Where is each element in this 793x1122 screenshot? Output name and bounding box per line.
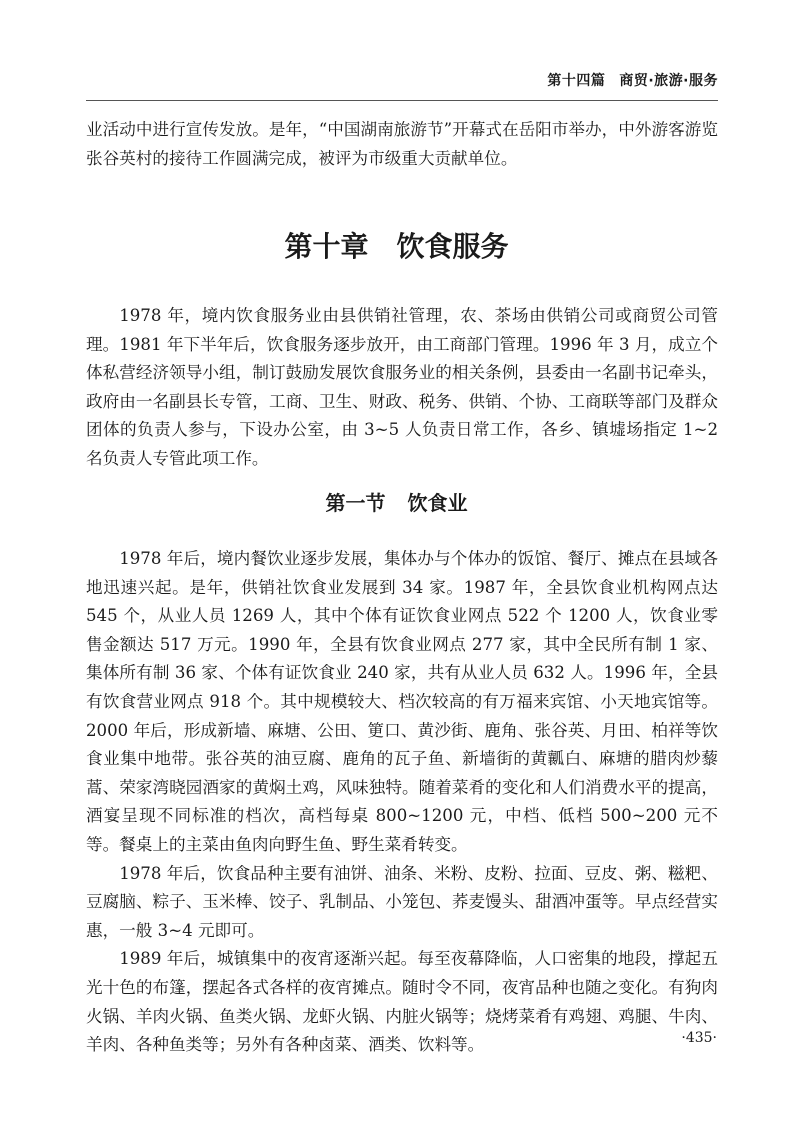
paragraph: 1978 年后，饮食品种主要有油饼、油条、米粉、皮粉、拉面、豆皮、粥、糍粑、豆腐脑、粽子、玉米棒、饺子、乳制品、小笼包、荞麦馒头、甜酒冲蛋等。早点经营实惠，一般 3~4 元即可。	[86, 863, 718, 940]
chapter-number: 第十章	[284, 230, 369, 263]
chapter-title	[0, 225, 793, 265]
chapter-name: 饮食服务	[396, 230, 509, 263]
chapter-paragraph: 1978 年，境内饮食服务业由县供销社管理，农、茶场由供销公司或商贸公司管理。1981 年下半年后，饮食服务逐步放开，由工商部门管理。1996 年 3 月，成立个体私营经济领导小组，制订鼓励发展饮食服务业的相关条例，县委由一名副书记牵头，政府由一名副县长专管，工商、卫生、财政、税务、供销、个协、工商联等部门及群众团体的负责人参与，下设办公室，由 3~5 人负责日常工作，各乡、镇墟场指定 1~2 名负责人专管此项工作。	[86, 306, 718, 468]
section-body	[86, 545, 718, 1060]
paragraph: 1978 年后，境内餐饮业逐步发展，集体办与个体办的饭馆、餐厅、摊点在县域各地迅速兴起。是年，供销社饮食业发展到 34 家。1987 年，全县饮食业机构网点达 545 个，从业人员 1269 人，其中个体有证饮食业网点 522 个 1200 人，饮食业零售金额达 517 万元。1990 年，全县有饮食业网点 277 家，其中全民所有制 1 家、集体所有制 36 家、个体有证饮食业 240 家，共有从业人员 632 人。1996 年，全县有饮食营业网点 918 个。其中规模较大、档次较高的有万福来宾馆、小天地宾馆等。2000 年后，形成新墙、麻塘、公田、筻口、黄沙街、鹿角、张谷英、月田、柏祥等饮食业集中地带。张谷英的油豆腐、鹿角的瓦子鱼、新墙街的黄瓤白、麻塘的腊肉炒藜蒿、荣家湾晓园酒家的黄焖土鸡，风味独特。随着菜肴的变化和人们消费水平的提高，酒宴呈现不同标准的档次，高档每桌 800~1200 元，中档、低档 500~200 元不等。餐桌上的主菜由鱼肉向野生鱼、野生菜肴转变。	[86, 549, 718, 854]
section-title	[0, 487, 793, 516]
header-part: 第十四篇	[547, 73, 606, 89]
running-header	[547, 70, 718, 90]
section-number: 第一节	[325, 491, 386, 515]
header-rule	[86, 100, 718, 101]
intro-paragraph: 业活动中进行宣传发放。是年，“中国湖南旅游节”开幕式在岳阳市举办，中外游客游览张谷英村的接待工作圆满完成，被评为市级重大贡献单位。	[86, 120, 718, 168]
header-title: 商贸·旅游·服务	[619, 73, 718, 89]
page-number: ·435·	[681, 1030, 717, 1046]
paragraph: 1989 年后，城镇集中的夜宵逐渐兴起。每至夜幕降临，人口密集的地段，撑起五光十色的布篷，摆起各式各样的夜宵摊点。随时令不同，夜宵品种也随之变化。有狗肉火锅、羊肉火锅、鱼类火锅、龙虾火锅、内脏火锅等；烧烤菜肴有鸡翅、鸡腿、牛肉、羊肉、各种鱼类等；另外有各种卤菜、酒类、饮料等。	[86, 949, 718, 1055]
section-name: 饮食业	[407, 491, 468, 515]
